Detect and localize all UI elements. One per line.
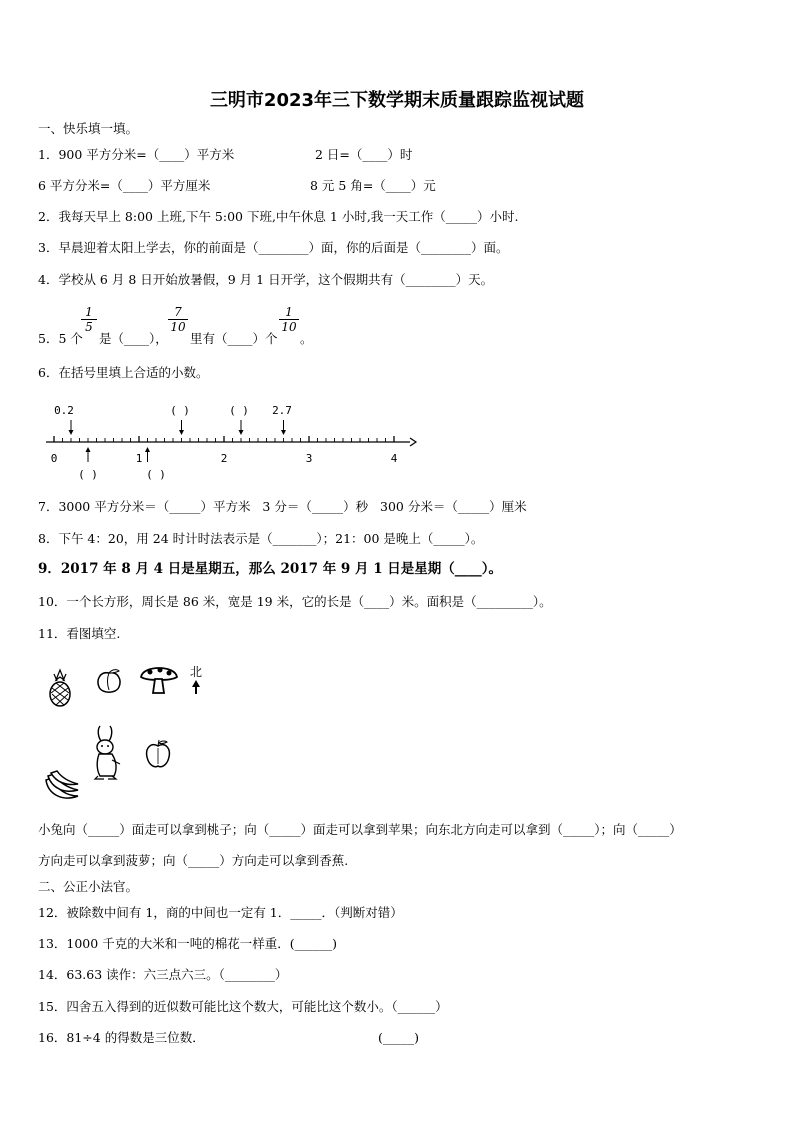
tick-label-2: 2 — [220, 452, 228, 465]
fraction-denominator: 10 — [170, 320, 186, 334]
number-line-pointer-head — [145, 447, 150, 452]
mushroom-icon — [138, 662, 180, 696]
fraction-denominator: 5 — [85, 320, 93, 334]
north-arrow-icon — [190, 680, 202, 694]
question-15: 15．四舍五入得到的近似数可能比这个数大，可能比这个数小。（______） — [38, 999, 448, 1014]
question-16-blank: (_____) — [378, 1030, 420, 1045]
fraction-7-10 — [168, 305, 188, 334]
number-line-pointer-head — [69, 430, 74, 435]
question-11-line-1: 小兔向（_____）面走可以拿到桃子；向（_____）面走可以拿到苹果；向东北方向走可以拿到（_____）；向（_____） — [38, 822, 682, 837]
rabbit-icon — [90, 724, 124, 780]
apple-icon — [143, 738, 173, 770]
number-line-blank-2-2: ( ) — [229, 404, 249, 417]
number-line — [40, 398, 420, 484]
question-10: 10．一个长方形，周长是 86 米，宽是 19 米，它的长是（____）米。面积是（_________）。 — [38, 594, 552, 609]
question-1a: 1．900 平方分米=（____）平方米 — [38, 147, 235, 162]
question-5-part-b: 是（____）， — [99, 331, 168, 346]
fraction-denominator: 10 — [281, 320, 297, 334]
question-5-part-c: 里有（____）个 — [190, 331, 278, 346]
question-4: 4．学校从 6 月 8 日开始放暑假，9 月 1 日开学，这个假期共有（________）天。 — [38, 272, 494, 287]
question-2: 2．我每天早上 8:00 上班,下午 5:00 下班,中午休息 1 小时,我一天工作（_____）小时. — [38, 209, 519, 224]
tick-label-1: 1 — [135, 452, 143, 465]
number-line-pointer-head — [179, 430, 184, 435]
peach-icon — [94, 668, 124, 696]
question-7: 7．3000 平方分米＝（_____）平方米 3 分＝（_____）秒 300 分米＝（_____）厘米 — [38, 499, 527, 514]
number-line-blank-1-1: ( ) — [146, 468, 166, 481]
fraction-1-10 — [279, 305, 299, 334]
question-6: 6．在括号里填上合适的小数。 — [38, 365, 209, 380]
tick-label-4: 4 — [390, 452, 398, 465]
number-line-pointer-head — [86, 447, 91, 452]
question-16: 16．81÷4 的得数是三位数． — [38, 1030, 205, 1045]
question-3: 3．早晨迎着太阳上学去，你的前面是（________）面，你的后面是（________）面。 — [38, 240, 509, 255]
section-1-heading: 一、快乐填一填。 — [38, 121, 139, 136]
question-11-line-2: 方向走可以拿到菠萝；向（_____）方向走可以拿到香蕉. — [38, 853, 349, 868]
section-2-heading: 二、公正小法官。 — [38, 879, 139, 894]
fraction-numerator: 1 — [279, 305, 299, 320]
number-line-pointer-head — [281, 430, 286, 435]
fraction-numerator: 1 — [81, 305, 97, 320]
fraction-1-5 — [81, 305, 97, 334]
question-5-part-a: 5．5 个 — [38, 331, 83, 346]
number-line-arrowhead — [410, 438, 416, 446]
number-line-blank-1-5: ( ) — [170, 404, 190, 417]
number-line-pointer-head — [239, 430, 244, 435]
question-9: 9．2017 年 8 月 4 日是星期五，那么 2017 年 9 月 1 日是星期（____）。 — [38, 561, 503, 577]
pineapple-icon — [46, 668, 74, 708]
page-title: 三明市2023年三下数学期末质量跟踪监视试题 — [209, 90, 585, 111]
question-14: 14．63.63 读作：六三点六三。（________） — [38, 967, 288, 982]
tick-label-0: 0 — [50, 452, 58, 465]
number-line-label-2-7: 2.7 — [272, 404, 292, 417]
question-12: 12．被除数中间有 1，商的中间也一定有 1．_____．（判断对错） — [38, 905, 403, 920]
tick-label-3: 3 — [305, 452, 313, 465]
fraction-numerator: 7 — [168, 305, 188, 320]
number-line-marks — [46, 420, 416, 462]
question-5-part-d: 。 — [300, 331, 313, 346]
banana-icon — [42, 770, 82, 806]
question-1c: 6 平方分米=（____）平方厘米 — [38, 178, 211, 193]
question-13: 13．1000 千克的大米和一吨的棉花一样重．(______) — [38, 936, 337, 951]
question-8: 8．下午 4：20，用 24 时计时法表示是（_______）；21：00 是晚上（_____）。 — [38, 531, 484, 546]
number-line-blank-0-4: ( ) — [78, 468, 98, 481]
number-line-label-0-2: 0.2 — [54, 404, 74, 417]
north-label: 北 — [190, 665, 203, 679]
question-1d: 8 元 5 角=（____）元 — [310, 178, 436, 193]
question-11: 11．看图填空. — [38, 626, 121, 641]
question-1b: 2 日=（____）时 — [315, 147, 413, 162]
